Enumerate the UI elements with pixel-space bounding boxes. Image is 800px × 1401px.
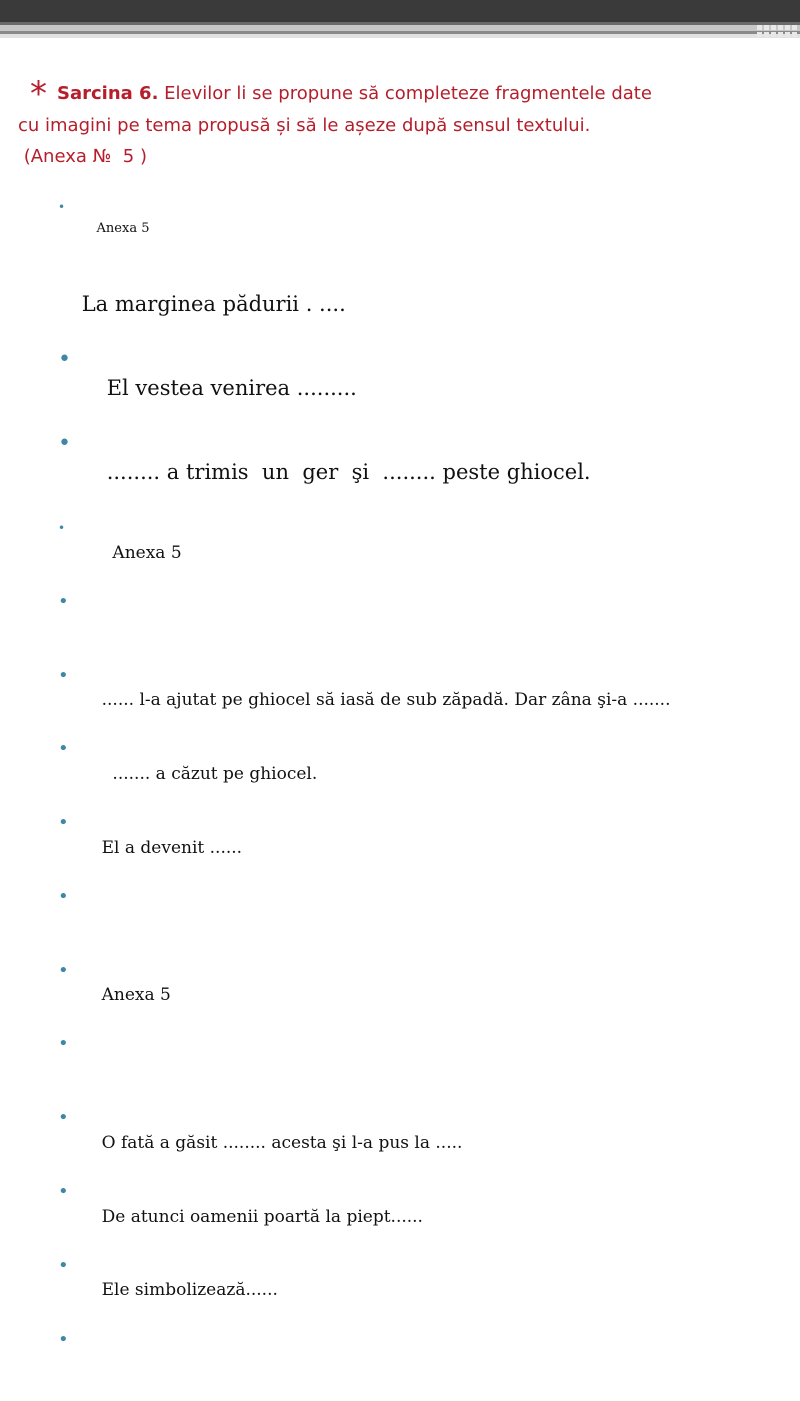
body-line: • Ele simbolizează...... xyxy=(58,1254,278,1301)
bullet-dot: • xyxy=(58,959,69,981)
body-line: La marginea pădurii . .... xyxy=(81,292,346,316)
title-bullet: * xyxy=(30,74,47,114)
body-line xyxy=(58,885,778,959)
body-line: • Anexa 5 xyxy=(58,196,778,262)
body-line: • ....... a căzut pe ghiocel. xyxy=(58,738,318,784)
body-line: • O fată a găsit ........ acesta şi l-a pus la ..... xyxy=(58,1107,463,1153)
bullet-dot: • xyxy=(58,521,66,535)
body-line: • ........ a trimis un ger şi ........ peste ghiocel. xyxy=(58,431,591,484)
title-lead: Sarcina 6. xyxy=(57,83,159,104)
bullet-dot: • xyxy=(58,1033,69,1055)
decorative-stripes xyxy=(0,22,800,40)
bullet-dot: • xyxy=(58,885,69,907)
title-line-2: cu imagini pe tema propusă și să le așeze după sensul textului. xyxy=(18,115,591,136)
slide-title xyxy=(18,74,770,172)
body-line: • De atunci oamenii poartă la piept...... xyxy=(58,1181,423,1227)
body-line: • ...... l-a ajutat pe ghiocel să iasă de sub zăpadă. Dar zâna şi-a ....... xyxy=(58,664,671,711)
body-line: • El vestea venirea ......... xyxy=(58,347,357,400)
bullet-dot: • xyxy=(58,812,69,834)
decorative-corner-dots xyxy=(755,23,800,39)
top-decorative-bar xyxy=(0,0,800,22)
body-line xyxy=(58,1328,778,1401)
title-line-3: (Anexa № 5 ) xyxy=(18,146,147,167)
bullet-dot: • xyxy=(58,347,71,372)
body-line xyxy=(58,590,778,664)
bullet-dot: • xyxy=(58,1328,69,1350)
body-line: • Anexa 5 xyxy=(58,516,778,590)
bullet-dot: • xyxy=(58,590,69,612)
body-line: • Anexa 5 xyxy=(58,959,171,1006)
bullet-dot: • xyxy=(58,1254,69,1276)
bullet-dot: • xyxy=(58,200,66,214)
body-line: • El a devenit ...... xyxy=(58,812,243,858)
bullet-dot: • xyxy=(58,1181,69,1203)
bullet-dot: • xyxy=(58,738,69,760)
bullet-dot: • xyxy=(58,1107,69,1129)
slide-body xyxy=(58,196,778,1401)
title-rest: Elevilor li se propune să completeze fragmentele date xyxy=(158,83,652,104)
body-line xyxy=(58,1032,778,1106)
bullet-dot: • xyxy=(58,431,71,456)
title-line-1 xyxy=(30,74,770,114)
bullet-dot: • xyxy=(58,664,69,686)
